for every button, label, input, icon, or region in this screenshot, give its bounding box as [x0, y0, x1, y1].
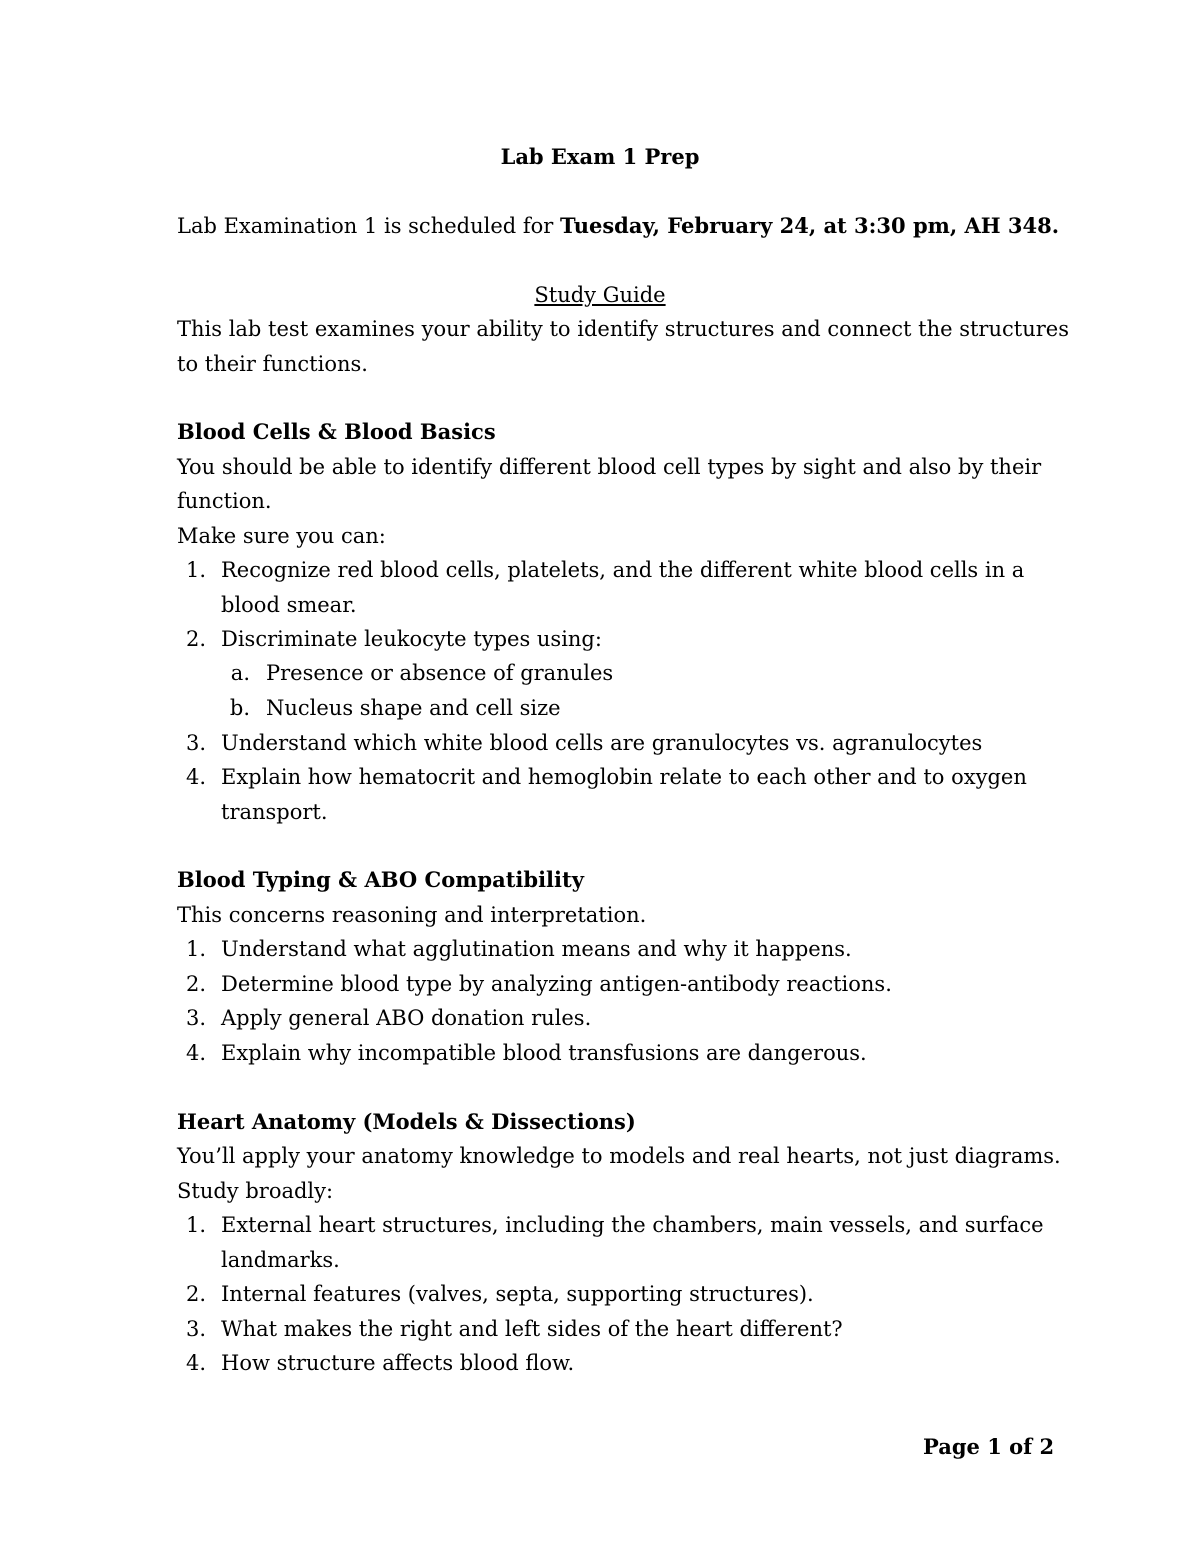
- blood-cells-lead: Make sure you can:: [177, 524, 386, 548]
- list-number: 1.: [185, 937, 206, 961]
- schedule-line: [177, 213, 1059, 239]
- list-number: 3.: [185, 731, 206, 755]
- sublist-letter: a.: [230, 661, 250, 685]
- schedule-prefix: Lab Examination 1 is scheduled for: [177, 214, 561, 238]
- list-item-text: Explain why incompatible blood transfusions are dangerous.: [221, 1041, 867, 1065]
- list-item-text: Apply general ABO donation rules.: [221, 1006, 592, 1030]
- list-item-text: Internal features (valves, septa, supporting structures).: [221, 1282, 814, 1306]
- list-item-text: Understand which white blood cells are granulocytes vs. agranulocytes: [221, 731, 983, 755]
- blood-typing-heading: Blood Typing & ABO Compatibility: [177, 867, 584, 892]
- blood-cells-intro-line2: function.: [177, 489, 272, 513]
- heart-anatomy-heading: Heart Anatomy (Models & Dissections): [177, 1109, 636, 1134]
- list-item-text: Determine blood type by analyzing antigen-antibody reactions.: [221, 972, 892, 996]
- sublist-item-text: Nucleus shape and cell size: [266, 696, 561, 720]
- study-guide-heading: Study Guide: [534, 283, 666, 307]
- blood-cells-heading: Blood Cells & Blood Basics: [177, 419, 496, 444]
- list-item-text: landmarks.: [221, 1248, 340, 1272]
- heart-anatomy-lead: Study broadly:: [177, 1179, 334, 1203]
- list-item-text: What makes the right and left sides of the heart different?: [221, 1317, 843, 1341]
- list-number: 1.: [185, 1213, 206, 1237]
- list-number: 1.: [185, 558, 206, 582]
- list-number: 2.: [185, 627, 206, 651]
- blood-typing-intro: This concerns reasoning and interpretation.: [177, 903, 647, 927]
- list-item-text: blood smear.: [221, 593, 357, 617]
- study-guide-intro-line2: to their functions.: [177, 352, 368, 376]
- list-number: 4.: [185, 765, 206, 789]
- list-number: 4.: [185, 1351, 206, 1375]
- list-number: 3.: [185, 1006, 206, 1030]
- list-item-text: Explain how hematocrit and hemoglobin relate to each other and to oxygen: [221, 765, 1027, 789]
- schedule-details: Tuesday, February 24, at 3:30 pm, AH 348.: [560, 213, 1060, 238]
- page-number: Page 1 of 2: [923, 1434, 1055, 1459]
- page-title: Lab Exam 1 Prep: [500, 144, 700, 169]
- list-item-text: How structure affects blood flow.: [221, 1351, 575, 1375]
- list-item-text: Understand what agglutination means and why it happens.: [221, 937, 852, 961]
- list-number: 2.: [185, 972, 206, 996]
- list-item-text: Recognize red blood cells, platelets, and the different white blood cells in a: [221, 558, 1025, 582]
- heart-anatomy-intro: You’ll apply your anatomy knowledge to models and real hearts, not just diagrams.: [177, 1144, 1061, 1168]
- list-item-text: transport.: [221, 800, 328, 824]
- sublist-letter: b.: [229, 696, 250, 720]
- list-item-text: Discriminate leukocyte types using:: [221, 627, 602, 651]
- sublist-item-text: Presence or absence of granules: [266, 661, 614, 685]
- blood-cells-intro-line1: You should be able to identify different blood cell types by sight and also by their: [177, 455, 1042, 479]
- study-guide-intro-line1: This lab test examines your ability to identify structures and connect the structures: [177, 317, 1069, 341]
- list-number: 3.: [185, 1317, 206, 1341]
- list-number: 4.: [185, 1041, 206, 1065]
- list-number: 2.: [185, 1282, 206, 1306]
- list-item-text: External heart structures, including the chambers, main vessels, and surface: [221, 1213, 1044, 1237]
